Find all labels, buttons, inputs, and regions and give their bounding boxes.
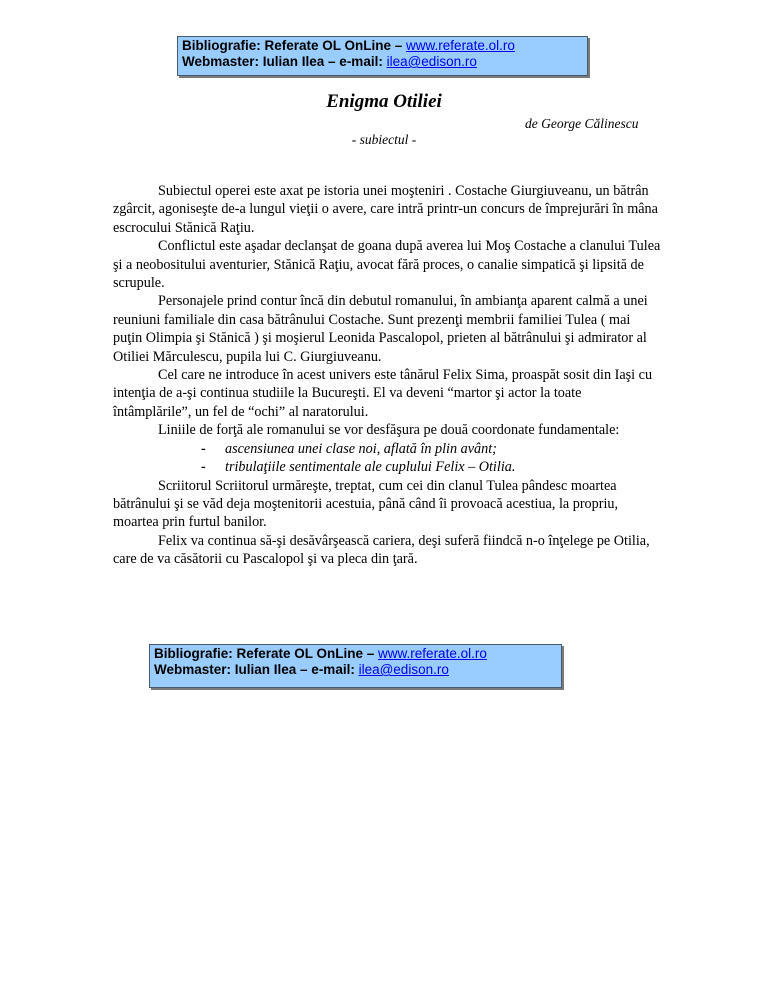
list-item-text: tribulaţiile sentimentale ale cuplului Felix – Otilia. <box>225 459 516 476</box>
bullet-dash: - <box>201 440 206 457</box>
webmaster-label: Webmaster: Iulian Ilea – e-mail: <box>154 662 359 677</box>
bibliography-label: Bibliografie: Referate OL OnLine – <box>154 646 379 661</box>
paragraph: Personajele prind contur încă din debutul romanului, în ambianţa aparent calmă a unei reuniuni familiale din casa bătrânului Costache. Sunt prezenţi membrii familiei Tulea ( mai puţin Olimpia şi Stănică ) şi moşierul Leonida Pascalopol, prieten al bătrânului şi admirator al Otiliei Mărculescu, pupila lui C. Giurgiuveanu. <box>113 293 648 365</box>
author-line: de George Călinescu <box>525 116 639 131</box>
header-banner-line2 <box>182 54 583 70</box>
email-link[interactable]: ilea@edison.ro <box>358 662 449 677</box>
website-link[interactable]: www.referate.ol.ro <box>406 38 515 53</box>
footer-banner-line2 <box>154 662 557 678</box>
website-link[interactable]: www.referate.ol.ro <box>378 646 487 661</box>
body-text <box>113 182 661 569</box>
header-banner <box>177 36 588 76</box>
paragraph: Liniile de forţă ale romanului se vor desfăşura pe două coordonate fundamentale: <box>158 422 620 439</box>
paragraph: Scriitorul Scriitorul urmăreşte, treptat, cum cei din clanul Tulea pândesc moartea bătrânului şi se văd deja moştenitorii acestuia, până când îi provoacă acestiua, la propriu, moartea prin furtul banilor. <box>113 477 619 531</box>
webmaster-label: Webmaster: Iulian Ilea – e-mail: <box>182 54 387 69</box>
paragraph: Subiectul operei este axat pe istoria unei moşteniri . Costache Giurgiuveanu, un bătrân zgârcit, agoniseşte de-a lungul vieţii o avere, care intră printr-un concurs de împrejurări în mâna escrocului Stănică Raţiu. <box>113 183 658 236</box>
email-link[interactable]: ilea@edison.ro <box>386 54 477 69</box>
list-item <box>113 440 661 458</box>
bibliography-label: Bibliografie: Referate OL OnLine – <box>182 38 407 53</box>
paragraph: Felix va continua să-şi desăvârşească cariera, deşi suferă fiindcă n-o înţelege pe Otilia, care de va căsătorii cu Pascalopol şi va pleca din ţară. <box>113 532 650 568</box>
list-item-text: ascensiunea unei clase noi, aflată în plin avânt; <box>225 440 497 457</box>
paragraph: Conflictul este aşadar declanşat de goana după averea lui Moş Costache a clanului Tulea şi a neobositului aventurier, Stănică Raţiu, avocat fără proces, o canalie simpatică şi lipsită de scrupule. <box>113 238 661 292</box>
bullet-dash: - <box>201 459 206 476</box>
list-item <box>113 458 661 476</box>
footer-banner <box>149 644 562 688</box>
footer-banner-line1 <box>154 646 557 662</box>
paragraph: Cel care ne introduce în acest univers este tânărul Felix Sima, proaspăt sosit din Iaşi cu intenţia de a-şi continua studiile la Bucureşti. El va deveni “martor şi actor la toate întâmplările”, un fel de “ochi” al naratorului. <box>113 367 653 420</box>
coordinates-list <box>113 440 661 477</box>
header-banner-line1 <box>182 38 583 54</box>
subtitle: - subiectul - <box>351 132 417 147</box>
page-title: Enigma Otiliei <box>326 91 442 112</box>
